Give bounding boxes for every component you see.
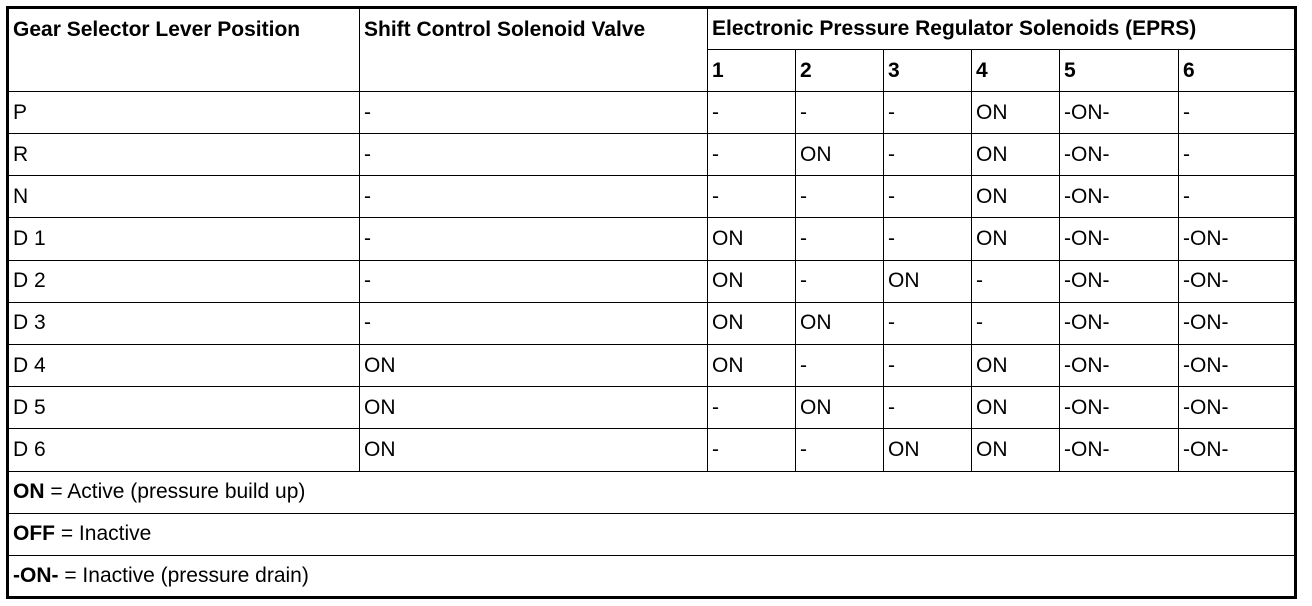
shift-valve-cell: - xyxy=(360,302,708,344)
eprs-4-cell: - xyxy=(972,302,1060,344)
legend-desc: = Inactive xyxy=(55,522,152,546)
eprs-2-cell: ON xyxy=(796,387,884,429)
eprs-6-cell: -ON- xyxy=(1179,260,1296,302)
gear-position-cell: P xyxy=(8,92,360,134)
gear-position-cell: N xyxy=(8,176,360,218)
header-eprs-4: 4 xyxy=(972,50,1060,92)
header-eprs-2: 2 xyxy=(796,50,884,92)
shift-valve-cell: ON xyxy=(360,387,708,429)
gear-position-cell: D 2 xyxy=(8,260,360,302)
eprs-2-cell: ON xyxy=(796,134,884,176)
eprs-2-cell: - xyxy=(796,218,884,260)
eprs-1-cell: ON xyxy=(708,260,796,302)
header-eprs-6: 6 xyxy=(1179,50,1296,92)
eprs-6-cell: - xyxy=(1179,134,1296,176)
eprs-5-cell: -ON- xyxy=(1060,344,1179,386)
eprs-3-cell: ON xyxy=(884,260,972,302)
legend-off xyxy=(8,513,1296,555)
eprs-2-cell: ON xyxy=(796,302,884,344)
header-eprs-3: 3 xyxy=(884,50,972,92)
eprs-4-cell: ON xyxy=(972,134,1060,176)
gear-position-cell: R xyxy=(8,134,360,176)
eprs-4-cell: ON xyxy=(972,387,1060,429)
legend-on xyxy=(8,471,1296,513)
legend-key: -ON- xyxy=(13,563,59,587)
eprs-5-cell: -ON- xyxy=(1060,134,1179,176)
legend-row xyxy=(8,513,1296,555)
shift-valve-cell: - xyxy=(360,218,708,260)
eprs-3-cell: - xyxy=(884,134,972,176)
eprs-3-cell: ON xyxy=(884,429,972,471)
eprs-3-cell: - xyxy=(884,176,972,218)
eprs-6-cell: - xyxy=(1179,92,1296,134)
eprs-6-cell: -ON- xyxy=(1179,344,1296,386)
gear-position-cell: D 1 xyxy=(8,218,360,260)
eprs-3-cell: - xyxy=(884,218,972,260)
table-row xyxy=(8,387,1296,429)
eprs-1-cell: - xyxy=(708,387,796,429)
shift-valve-cell: ON xyxy=(360,344,708,386)
shift-valve-cell: ON xyxy=(360,429,708,471)
eprs-2-cell: - xyxy=(796,92,884,134)
eprs-5-cell: -ON- xyxy=(1060,92,1179,134)
eprs-1-cell: - xyxy=(708,134,796,176)
legend-key: OFF xyxy=(13,522,55,546)
legend-key: ON xyxy=(13,480,45,504)
eprs-3-cell: - xyxy=(884,387,972,429)
header-eprs-5: 5 xyxy=(1060,50,1179,92)
eprs-6-cell: - xyxy=(1179,176,1296,218)
eprs-6-cell: -ON- xyxy=(1179,387,1296,429)
legend-drain xyxy=(8,555,1296,597)
legend-row xyxy=(8,555,1296,597)
eprs-5-cell: -ON- xyxy=(1060,176,1179,218)
eprs-4-cell: ON xyxy=(972,92,1060,134)
eprs-2-cell: - xyxy=(796,429,884,471)
header-eprs-1: 1 xyxy=(708,50,796,92)
header-gear: Gear Selector Lever Position xyxy=(8,8,360,92)
table-row xyxy=(8,260,1296,302)
gear-position-cell: D 4 xyxy=(8,344,360,386)
header-eprs: Electronic Pressure Regulator Solenoids (EPRS) xyxy=(708,8,1296,50)
eprs-5-cell: -ON- xyxy=(1060,260,1179,302)
table-row xyxy=(8,176,1296,218)
eprs-5-cell: -ON- xyxy=(1060,429,1179,471)
shift-valve-cell: - xyxy=(360,260,708,302)
gear-position-cell: D 3 xyxy=(8,302,360,344)
table-row xyxy=(8,134,1296,176)
eprs-4-cell: - xyxy=(972,260,1060,302)
eprs-5-cell: -ON- xyxy=(1060,218,1179,260)
legend-row xyxy=(8,471,1296,513)
eprs-1-cell: ON xyxy=(708,218,796,260)
shift-valve-cell: - xyxy=(360,176,708,218)
gear-position-cell: D 5 xyxy=(8,387,360,429)
eprs-3-cell: - xyxy=(884,302,972,344)
eprs-1-cell: - xyxy=(708,176,796,218)
table-row xyxy=(8,218,1296,260)
header-shift-valve: Shift Control Solenoid Valve xyxy=(360,8,708,92)
eprs-2-cell: - xyxy=(796,260,884,302)
solenoid-table xyxy=(6,6,1297,599)
eprs-1-cell: - xyxy=(708,92,796,134)
table-body xyxy=(8,92,1296,472)
eprs-1-cell: - xyxy=(708,429,796,471)
table-row xyxy=(8,92,1296,134)
eprs-6-cell: -ON- xyxy=(1179,218,1296,260)
eprs-4-cell: ON xyxy=(972,344,1060,386)
legend-desc: = Inactive (pressure drain) xyxy=(58,563,309,587)
table-row xyxy=(8,302,1296,344)
eprs-2-cell: - xyxy=(796,344,884,386)
eprs-4-cell: ON xyxy=(972,218,1060,260)
gear-position-cell: D 6 xyxy=(8,429,360,471)
shift-valve-cell: - xyxy=(360,92,708,134)
legend-desc: = Active (pressure build up) xyxy=(44,480,306,504)
eprs-6-cell: -ON- xyxy=(1179,429,1296,471)
eprs-6-cell: -ON- xyxy=(1179,302,1296,344)
table-row xyxy=(8,429,1296,471)
eprs-4-cell: ON xyxy=(972,429,1060,471)
shift-valve-cell: - xyxy=(360,134,708,176)
header-row-1 xyxy=(8,8,1296,50)
eprs-2-cell: - xyxy=(796,176,884,218)
table-row xyxy=(8,344,1296,386)
eprs-3-cell: - xyxy=(884,92,972,134)
eprs-1-cell: ON xyxy=(708,344,796,386)
eprs-4-cell: ON xyxy=(972,176,1060,218)
eprs-5-cell: -ON- xyxy=(1060,302,1179,344)
eprs-1-cell: ON xyxy=(708,302,796,344)
eprs-5-cell: -ON- xyxy=(1060,387,1179,429)
eprs-3-cell: - xyxy=(884,344,972,386)
